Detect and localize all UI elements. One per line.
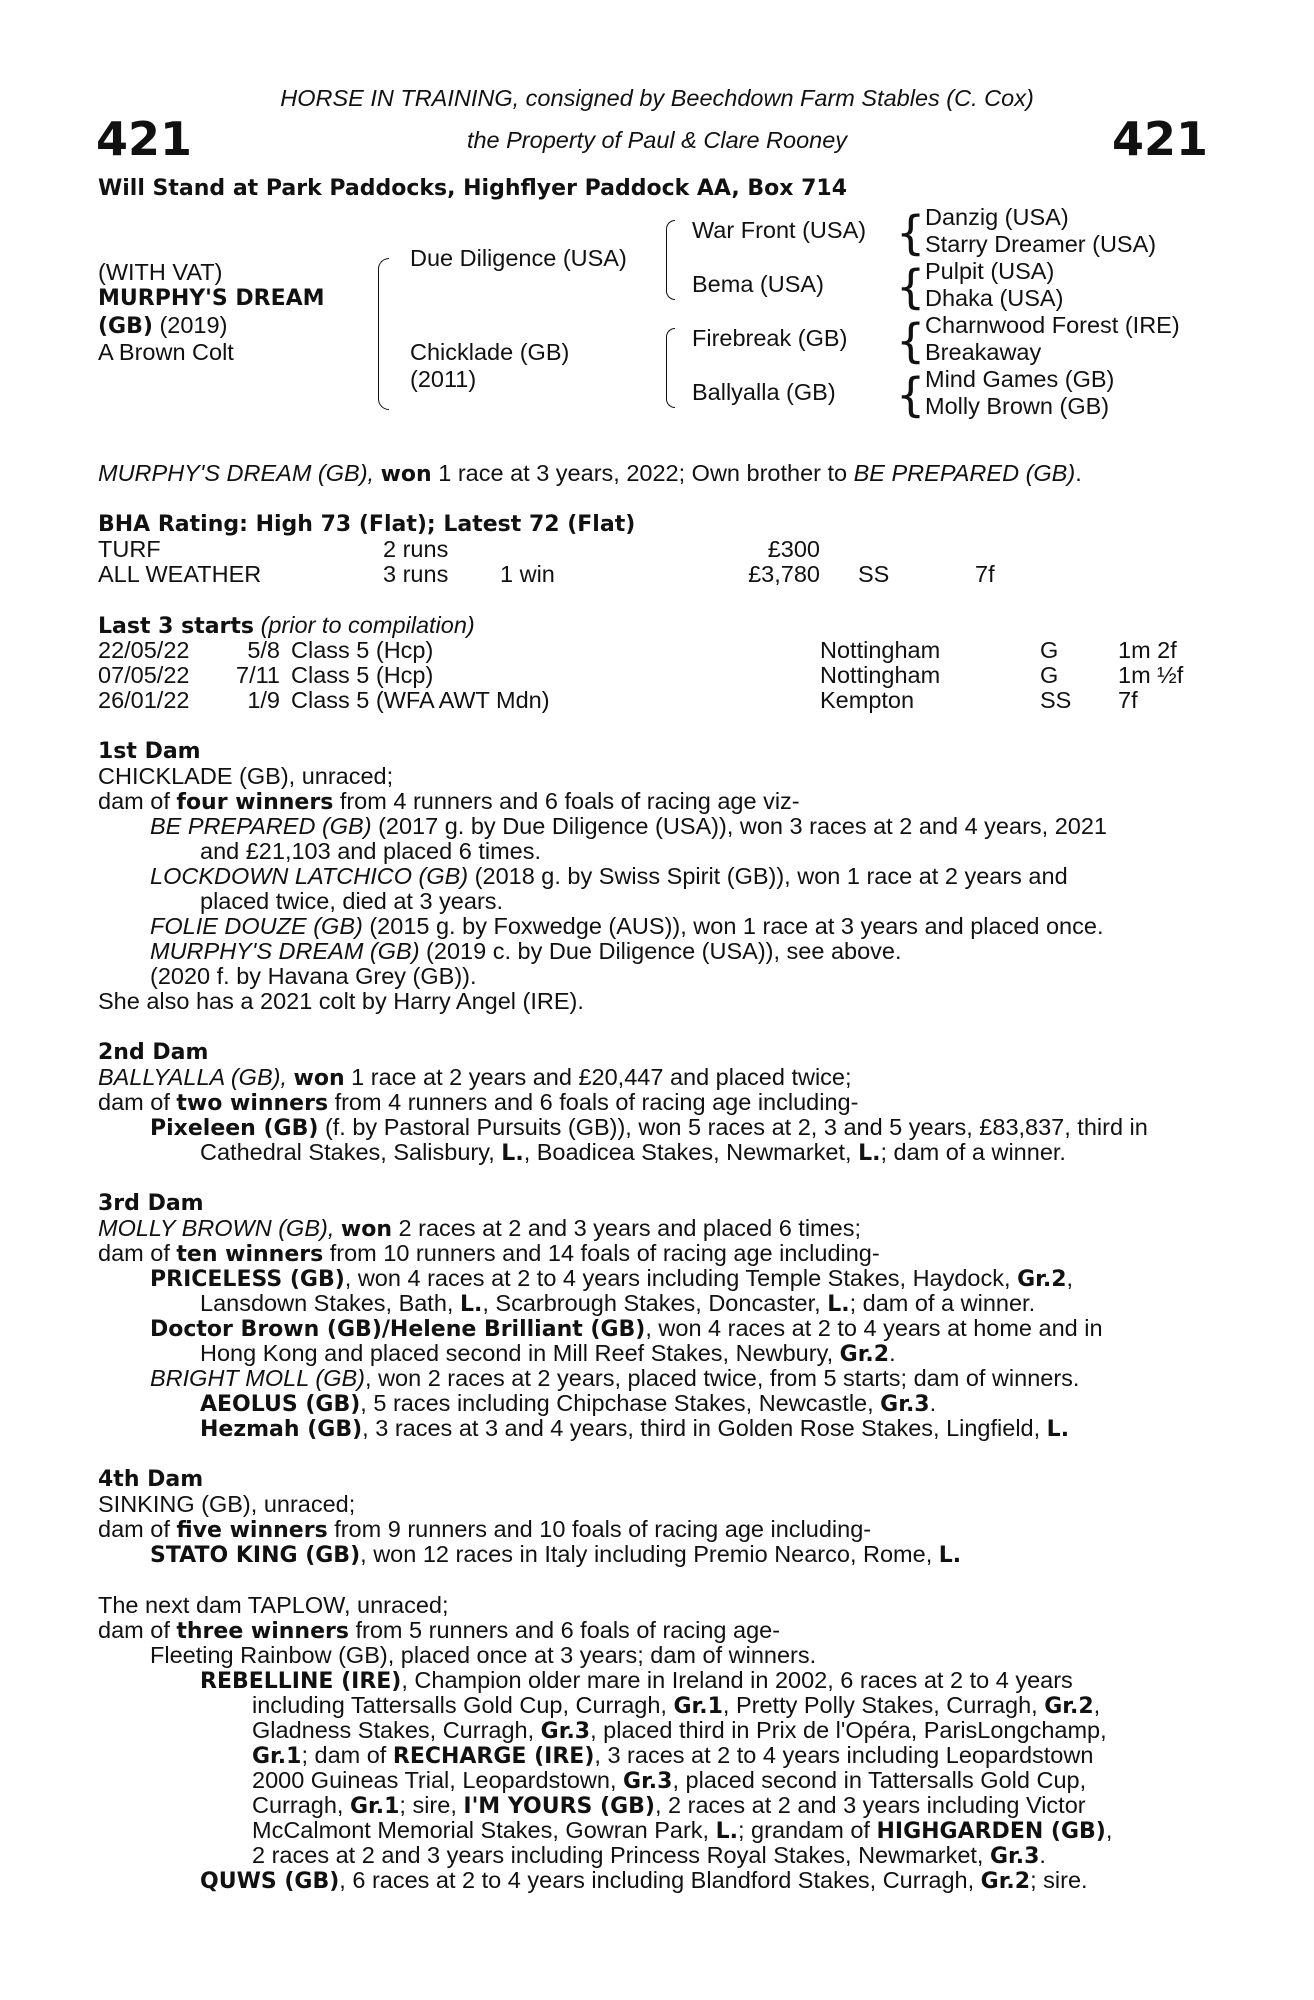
dam-dam: Ballyalla (GB) [692, 379, 836, 405]
horse-year: (2019) [159, 312, 228, 338]
produce-line: Hong Kong and placed second in Mill Reef Stakes, Newbury, Gr.2. [200, 1340, 896, 1367]
produce-line: BE PREPARED (GB) (2017 g. by Due Diligence (USA)), won 3 races at 2 and 4 years, 2021 [150, 813, 1107, 839]
starts-heading: Last 3 starts (prior to compilation) [98, 612, 475, 639]
dam1-heading: 1st Dam [98, 739, 201, 764]
horse-description: A Brown Colt [98, 339, 234, 365]
consignment-line: HORSE IN TRAINING, consigned by Beechdown Farm Stables (C. Cox) [280, 85, 1034, 111]
ancestor-6: Breakaway [925, 339, 1042, 365]
produce-line: PRICELESS (GB), won 4 races at 2 to 4 years including Temple Stakes, Haydock, Gr.2, [150, 1265, 1074, 1292]
produce-line: REBELLINE (IRE), Champion older mare in Ireland in 2002, 6 races at 2 to 4 years [200, 1667, 1073, 1694]
ancestor-5: Charnwood Forest (IRE) [925, 312, 1180, 338]
sire-sire: War Front (USA) [692, 217, 867, 243]
dam4-produce-line: dam of five winners from 9 runners and 10 foals of racing age including- [98, 1516, 872, 1543]
dam1-line: CHICKLADE (GB), unraced; [98, 763, 394, 789]
produce-line: QUWS (GB), 6 races at 2 to 4 years including Blandford Stakes, Curragh, Gr.2; sire. [200, 1867, 1088, 1894]
produce-line: FOLIE DOUZE (GB) (2015 g. by Foxwedge (AUS)), won 1 race at 3 years and placed once. [150, 913, 1104, 939]
ancestor-8: Molly Brown (GB) [925, 393, 1110, 419]
horse-origin [98, 313, 227, 340]
brace-2: { [896, 260, 926, 314]
vat-note: (WITH VAT) [98, 259, 223, 285]
dam1-produce-line: dam of four winners from 4 runners and 6 foals of racing age viz- [98, 788, 800, 815]
produce-line: Lansdown Stakes, Bath, L., Scarbrough Stakes, Doncaster, L.; dam of a winner. [200, 1290, 1036, 1317]
dam3-heading: 3rd Dam [98, 1191, 204, 1216]
pedigree-brace [378, 258, 389, 410]
produce-line: BRIGHT MOLL (GB), won 2 races at 2 years, placed twice, from 5 starts; dam of winners. [150, 1365, 1080, 1391]
produce-line: Hezmah (GB), 3 races at 3 and 4 years, third in Golden Rose Stakes, Lingfield, L. [200, 1415, 1070, 1442]
horse-country: (GB) [98, 314, 153, 339]
dam-year: (2011) [410, 366, 477, 392]
dam2-produce-line: dam of two winners from 4 runners and 6 foals of racing age including- [98, 1089, 859, 1116]
summary-line: MURPHY'S DREAM (GB), won 1 race at 3 years, 2022; Own brother to BE PREPARED (GB). [98, 460, 1082, 487]
next-dam-line: The next dam TAPLOW, unraced; [98, 1592, 449, 1618]
produce-line: and £21,103 and placed 6 times. [200, 838, 542, 864]
rating-heading: BHA Rating: High 73 (Flat); Latest 72 (Flat) [98, 512, 636, 537]
ancestor-2: Starry Dreamer (USA) [925, 231, 1157, 257]
produce-line: Doctor Brown (GB)/Helene Brilliant (GB), won 4 races at 2 to 4 years at home and in [150, 1315, 1103, 1342]
sire: Due Diligence (USA) [410, 245, 627, 271]
dam1-note: She also has a 2021 colt by Harry Angel (IRE). [98, 988, 584, 1014]
property-line: the Property of Paul & Clare Rooney [466, 127, 848, 153]
produce-line: Gladness Stakes, Curragh, Gr.3, placed third in Prix de l'Opéra, ParisLongchamp, [252, 1717, 1107, 1744]
dam-line-brace [666, 328, 675, 408]
produce-line: placed twice, died at 3 years. [200, 888, 504, 914]
dam3-produce-line: dam of ten winners from 10 runners and 14 foals of racing age including- [98, 1240, 880, 1267]
dam-sire: Firebreak (GB) [692, 325, 848, 351]
ancestor-7: Mind Games (GB) [925, 366, 1115, 392]
brace-1: { [896, 206, 926, 260]
ancestor-1: Danzig (USA) [925, 204, 1069, 230]
horse-name: MURPHY'S DREAM [98, 286, 325, 311]
produce-line: Fleeting Rainbow (GB), placed once at 3 years; dam of winners. [150, 1642, 817, 1668]
next-dam-produce-line: dam of three winners from 5 runners and 6 foals of racing age- [98, 1617, 781, 1644]
dam3-line: MOLLY BROWN (GB), won 2 races at 2 and 3 years and placed 6 times; [98, 1215, 861, 1242]
brace-4: { [896, 368, 926, 422]
dam4-heading: 4th Dam [98, 1467, 204, 1492]
ancestor-4: Dhaka (USA) [925, 285, 1064, 311]
brace-3: { [896, 314, 926, 368]
sire-line-brace [666, 220, 675, 300]
produce-line: Cathedral Stakes, Salisbury, L., Boadicea Stakes, Newmarket, L.; dam of a winner. [200, 1139, 1066, 1166]
produce-line: Gr.1; dam of RECHARGE (IRE), 3 races at 2 to 4 years including Leopardstown [252, 1742, 1094, 1769]
produce-line: including Tattersalls Gold Cup, Curragh, Gr.1, Pretty Polly Stakes, Curragh, Gr.2, [252, 1692, 1101, 1719]
produce-line: 2000 Guineas Trial, Leopardstown, Gr.3, placed second in Tattersalls Gold Cup, [252, 1767, 1087, 1794]
produce-line: AEOLUS (GB), 5 races including Chipchase Stakes, Newcastle, Gr.3. [200, 1390, 937, 1417]
produce-line: Pixeleen (GB) (f. by Pastoral Pursuits (GB)), won 5 races at 2, 3 and 5 years, £83,837, third in [150, 1114, 1148, 1141]
stand-line: Will Stand at Park Paddocks, Highflyer Paddock AA, Box 714 [98, 176, 848, 201]
produce-line: STATO KING (GB), won 12 races in Italy including Premio Nearco, Rome, L. [150, 1541, 962, 1568]
sire-dam: Bema (USA) [692, 271, 824, 297]
produce-line: 2 races at 2 and 3 years including Princess Royal Stakes, Newmarket, Gr.3. [252, 1842, 1046, 1869]
lot-number-right: 421 [1112, 112, 1209, 166]
produce-line: Curragh, Gr.1; sire, I'M YOURS (GB), 2 races at 2 and 3 years including Victor [252, 1792, 1086, 1819]
produce-line: MURPHY'S DREAM (GB) (2019 c. by Due Diligence (USA)), see above. [150, 938, 902, 964]
dam2-line: BALLYALLA (GB), won 1 race at 2 years and £20,447 and placed twice; [98, 1064, 852, 1091]
dam4-line: SINKING (GB), unraced; [98, 1491, 356, 1517]
dam: Chicklade (GB) [410, 339, 570, 365]
lot-number-left: 421 [96, 112, 193, 166]
produce-line: (2020 f. by Havana Grey (GB)). [150, 963, 477, 989]
ancestor-3: Pulpit (USA) [925, 258, 1055, 284]
produce-line: McCalmont Memorial Stakes, Gowran Park, L.; grandam of HIGHGARDEN (GB), [252, 1817, 1113, 1844]
dam2-heading: 2nd Dam [98, 1040, 209, 1065]
produce-line: LOCKDOWN LATCHICO (GB) (2018 g. by Swiss Spirit (GB)), won 1 race at 2 years and [150, 863, 1068, 889]
